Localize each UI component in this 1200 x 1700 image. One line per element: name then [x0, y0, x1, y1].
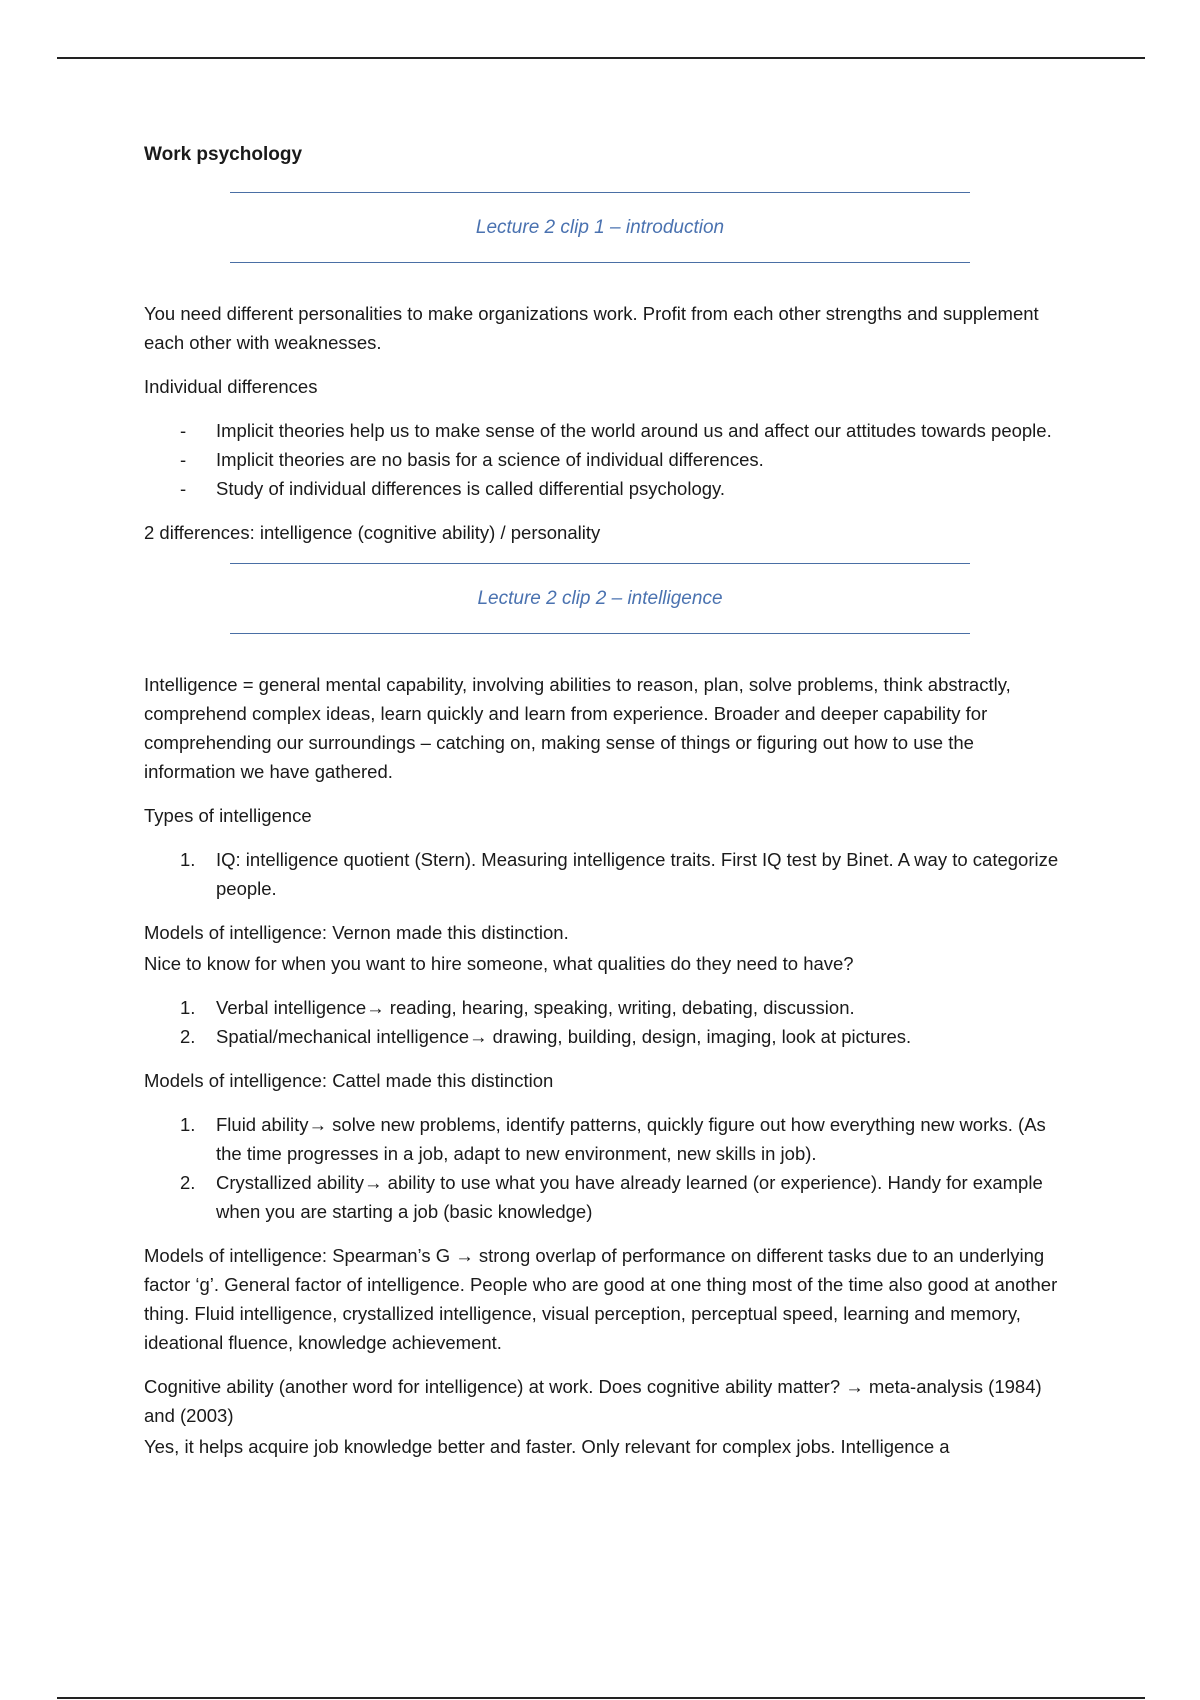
section-heading-intelligence — [230, 563, 970, 634]
dash-marker: - — [180, 449, 187, 470]
document-title: Work psychology — [144, 144, 303, 165]
section-heading-text: Lecture 2 clip 1 – introduction — [475, 217, 725, 238]
list-item — [144, 1168, 1064, 1226]
spearman-paragraph: Models of intelligence: Spearman’s G → strong overlap of performance on different tasks due to an underlying factor ‘g’. General factor of intelligence. People who are good at one thing most of the time also good at another thing. Fluid intelligence, crystallized intelligence, visual perception, perceptual speed, learning and memory, ideational fluence, knowledge achievement. — [144, 1245, 1058, 1353]
vernon-model-list — [144, 993, 1064, 1051]
dash-marker: - — [180, 478, 187, 499]
vernon-model-line: Models of intelligence: Vernon made this distinction. — [144, 922, 569, 943]
section-heading-text: Lecture 2 clip 2 – intelligence — [477, 588, 723, 609]
number-marker: 2. — [180, 1172, 196, 1193]
list-item-text: Verbal intelligence→ reading, hearing, speaking, writing, debating, discussion. — [216, 997, 855, 1018]
types-of-intelligence-label: Types of intelligence — [144, 805, 312, 826]
list-item — [144, 845, 1064, 903]
list-item — [144, 416, 1064, 445]
list-item-text: Crystallized ability→ ability to use what you have already learned (or experience). Handy for example when you are starting a job (basic knowledge) — [216, 1172, 1043, 1222]
list-item — [144, 474, 1064, 503]
document-body — [144, 140, 1064, 1476]
number-marker: 2. — [180, 1026, 196, 1047]
number-marker: 1. — [180, 997, 196, 1018]
page-bottom-rule — [57, 1697, 1145, 1699]
dash-marker: - — [180, 420, 187, 441]
list-item — [144, 1110, 1064, 1168]
cattel-model-list — [144, 1110, 1064, 1226]
list-item-text: Study of individual differences is called differential psychology. — [216, 478, 726, 499]
page-top-rule — [57, 57, 1145, 59]
individual-differences-label: Individual differences — [144, 376, 318, 397]
types-of-intelligence-list — [144, 845, 1064, 903]
number-marker: 1. — [180, 1114, 196, 1135]
list-item — [144, 993, 1064, 1022]
list-item-text: Implicit theories help us to make sense of the world around us and affect our attitudes towards people. — [216, 420, 1052, 441]
cattel-model-label: Models of intelligence: Cattel made this distinction — [144, 1070, 554, 1091]
list-item — [144, 445, 1064, 474]
number-marker: 1. — [180, 849, 196, 870]
individual-differences-list — [144, 416, 1064, 503]
list-item-text: Fluid ability→ solve new problems, identify patterns, quickly figure out how everything new works. (As the time progresses in a job, adapt to new environment, new skills in job). — [216, 1114, 1046, 1164]
list-item-text: Spatial/mechanical intelligence→ drawing, building, design, imaging, look at pictures. — [216, 1026, 912, 1047]
vernon-hiring-line: Nice to know for when you want to hire someone, what qualities do they need to have? — [144, 953, 854, 974]
intro-paragraph: You need different personalities to make organizations work. Profit from each other strengths and supplement each other with weaknesses. — [144, 303, 1039, 353]
section-heading-introduction — [230, 192, 970, 263]
cognitive-ability-paragraph: Cognitive ability (another word for intelligence) at work. Does cognitive ability matter? → meta-analysis (1984) and (2003) — [144, 1376, 1042, 1426]
list-item-text: Implicit theories are no basis for a science of individual differences. — [216, 449, 764, 470]
list-item — [144, 1022, 1064, 1051]
intelligence-definition-paragraph: Intelligence = general mental capability, involving abilities to reason, plan, solve problems, think abstractly, comprehend complex ideas, learn quickly and learn from experience. Broader and deeper capability for comprehending our surroundings – catching on, making sense of things or figuring out how to use the information we have gathered. — [144, 674, 1011, 782]
list-item-text: IQ: intelligence quotient (Stern). Measuring intelligence traits. First IQ test by Binet. A way to categorize people. — [216, 849, 1059, 899]
cognitive-ability-answer: Yes, it helps acquire job knowledge better and faster. Only relevant for complex jobs. Intelligence a — [144, 1436, 950, 1457]
two-differences-paragraph: 2 differences: intelligence (cognitive ability) / personality — [144, 522, 601, 543]
